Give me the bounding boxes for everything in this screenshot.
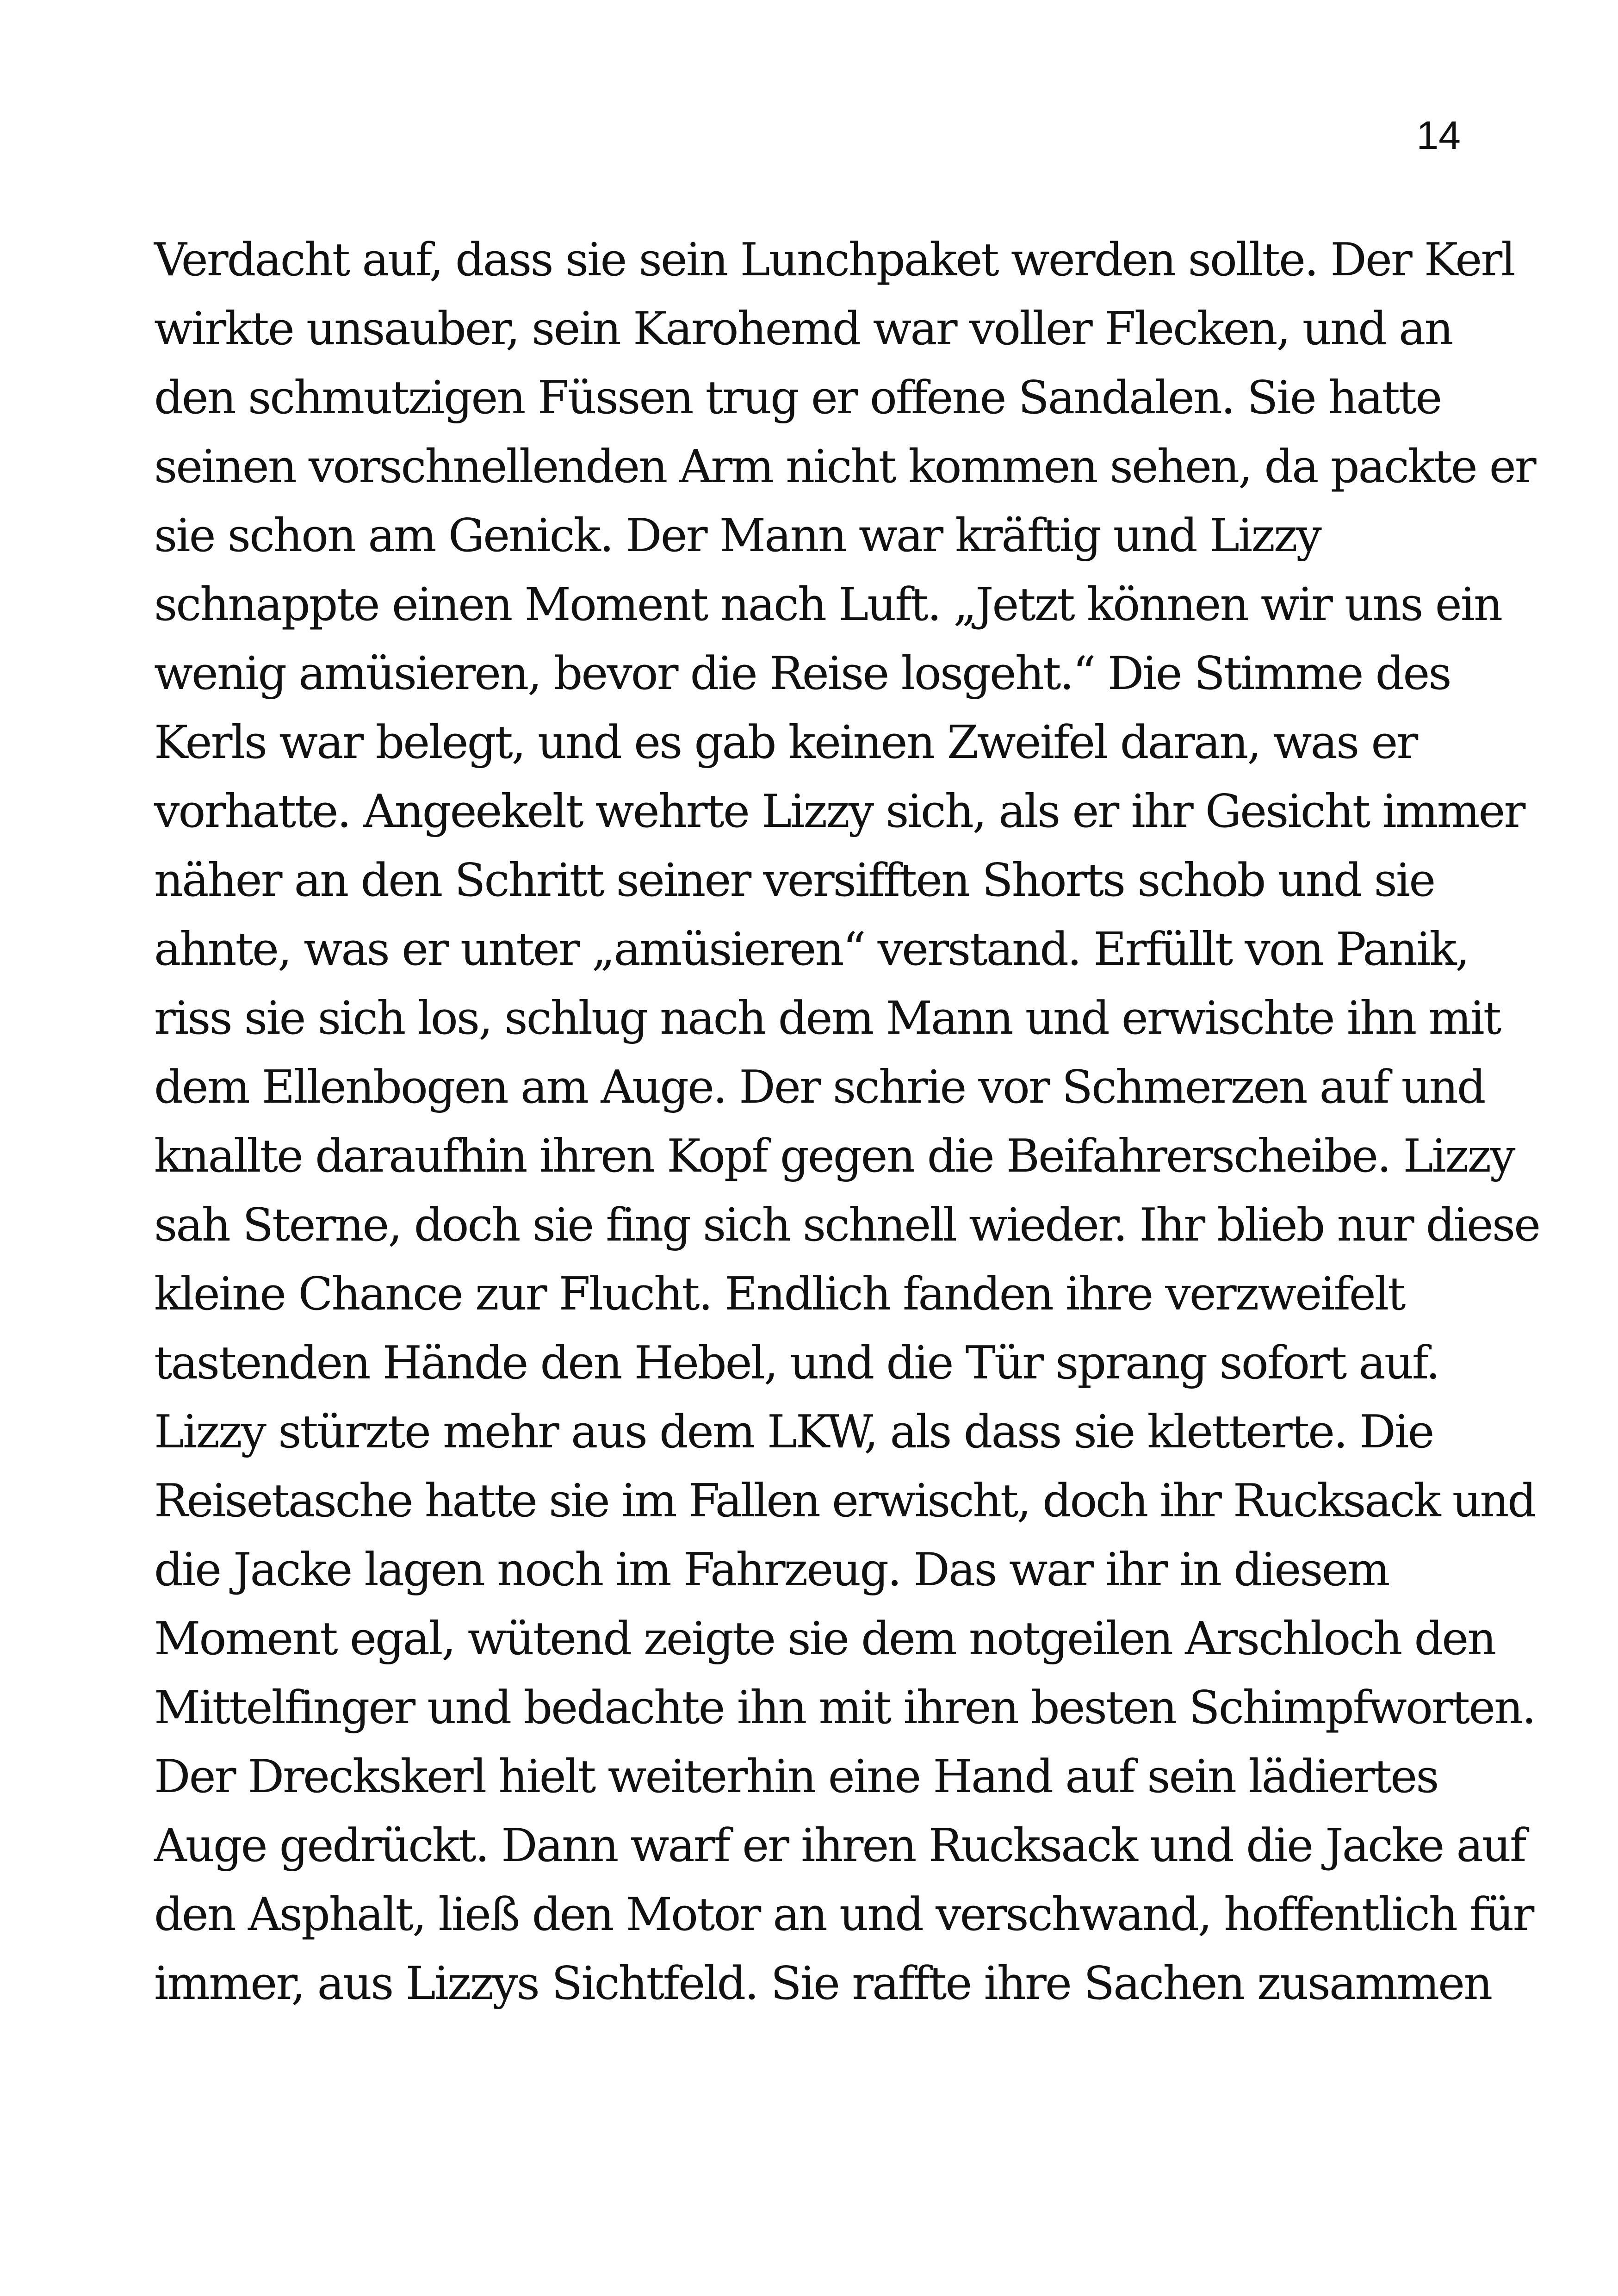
text-line: vorhatte. Angeekelt wehrte Lizzy sich, als er ihr Gesicht immer (154, 785, 1525, 838)
text-line: wirkte unsauber, sein Karohemd war voller Flecken, und an (154, 303, 1452, 355)
text-line: tastenden Hände den Hebel, und die Tür sprang sofort auf. (154, 1337, 1439, 1390)
text-line: den schmutzigen Füssen trug er offene Sandalen. Sie hatte (154, 372, 1441, 424)
text-line: Der Dreckskerl hielt weiterhin eine Hand auf sein lädiertes (154, 1750, 1438, 1803)
text-line: Lizzy stürzte mehr aus dem LKW, als dass sie kletterte. Die (154, 1406, 1433, 1458)
text-line: die Jacke lagen noch im Fahrzeug. Das war ihr in diesem (154, 1544, 1389, 1596)
page-number: 14 (1416, 113, 1461, 158)
text-line: Mittelfinger und bedachte ihn mit ihren besten Schimpfworten. (154, 1682, 1535, 1734)
text-line: seinen vorschnellenden Arm nicht kommen sehen, da packte er (154, 441, 1535, 493)
text-line: Reisetasche hatte sie im Fallen erwischt, doch ihr Rucksack und (154, 1475, 1535, 1527)
text-line: Kerls war belegt, und es gab keinen Zweifel daran, was er (154, 716, 1417, 769)
body-text (154, 226, 1542, 2018)
text-line: knallte daraufhin ihren Kopf gegen die Beifahrerscheibe. Lizzy (154, 1130, 1514, 1183)
text-line: den Asphalt, ließ den Motor an und verschwand, hoffentlich für (154, 1888, 1533, 1941)
text-line: sie schon am Genick. Der Mann war kräftig und Lizzy (154, 509, 1320, 562)
text-line: kleine Chance zur Flucht. Endlich fanden ihre verzweifelt (154, 1268, 1405, 1321)
text-line: dem Ellenbogen am Auge. Der schrie vor Schmerzen auf und (154, 1061, 1485, 1114)
text-line: schnappte einen Moment nach Luft. „Jetzt können wir uns ein (154, 578, 1502, 631)
text-line: Auge gedrückt. Dann warf er ihren Rucksack und die Jacke auf (154, 1819, 1525, 1872)
text-line: ahnte, was er unter „amüsieren“ verstand. Erfüllt von Panik, (154, 923, 1469, 976)
text-line: Verdacht auf, dass sie sein Lunchpaket werden sollte. Der Kerl (154, 234, 1514, 286)
text-line: Moment egal, wütend zeigte sie dem notgeilen Arschloch den (154, 1613, 1495, 1665)
text-line: riss sie sich los, schlug nach dem Mann und erwischte ihn mit (154, 992, 1500, 1045)
text-line: wenig amüsieren, bevor die Reise losgeht.“ Die Stimme des (154, 647, 1451, 700)
text-line: näher an den Schritt seiner versifften Shorts schob und sie (154, 854, 1435, 907)
text-line: immer, aus Lizzys Sichtfeld. Sie raffte ihre Sachen zusammen (154, 1957, 1492, 2010)
text-line: sah Sterne, doch sie fing sich schnell wieder. Ihr blieb nur diese (154, 1199, 1540, 1252)
